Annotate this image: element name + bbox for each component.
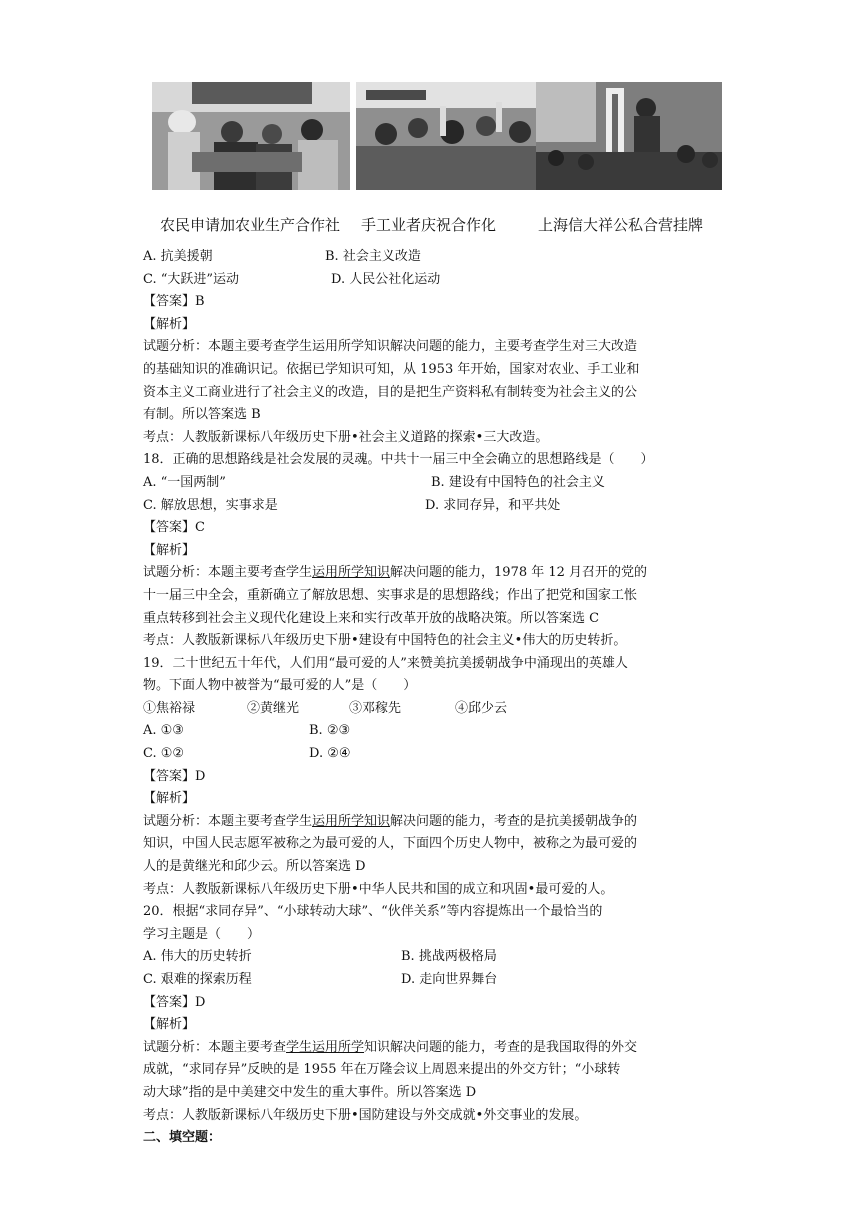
q19-stem-line-2: 物。下面人物中被誉为“最可爱的人”是（ ） <box>143 678 417 694</box>
q20-option-b: B. 挑战两极格局 <box>401 949 497 965</box>
q20-analysis-underlined: 学生运用所学 <box>286 1039 365 1055</box>
q17-options-row-1 <box>143 246 733 269</box>
q18-option-a: A. “一国两制” <box>143 474 226 490</box>
q17-analysis-line-3: 资本主义工商业进行了社会主义的改造，目的是把生产资料私有制转变为社会主义的公 <box>143 384 638 400</box>
q18-analysis-post: 解决问题的能力，1978 年 12 月召开的党的 <box>390 565 648 581</box>
q18-analysis-line-3: 重点转移到社会主义现代化建设上来和实行改革开放的战略决策。所以答案选 C <box>143 610 600 626</box>
photo-captions <box>160 214 720 238</box>
q19-analysis-line-3: 人的是黄继光和邱少云。所以答案选 D <box>143 859 366 875</box>
caption-3: 上海信大祥公私合营挂牌 <box>538 216 704 234</box>
q18-options-row-2 <box>143 495 733 518</box>
q17-option-b: B. 社会主义改造 <box>325 249 421 264</box>
q20-option-a: A. 伟大的历史转折 <box>143 949 252 965</box>
q17-analysis-label: 【解析】 <box>143 316 196 332</box>
q19-person-3: ③邓稼先 <box>349 700 402 716</box>
q17-option-d: D. 人民公社化运动 <box>331 271 441 287</box>
q19-stem-line-1: 19．二十世纪五十年代，人们用“最可爱的人”来赞美抗美援朝战争中涌现出的英雄人 <box>143 655 628 671</box>
caption-2: 手工业者庆祝合作化 <box>361 216 497 234</box>
q18-analysis-line-1 <box>143 562 733 585</box>
q18-analysis-pre: 试题分析：本题主要考查学生 <box>143 565 313 581</box>
q20-analysis-pre: 试题分析：本题主要考查 <box>143 1039 287 1055</box>
q17-answer: 【答案】B <box>143 294 205 310</box>
question-content <box>143 246 733 1150</box>
q18-analysis-line-2: 十一届三中全会，重新确立了解放思想、实事求是的思想路线；作出了把党和国家工怅 <box>143 587 638 603</box>
q19-kaodian: 考点：人教版新课标八年级历史下册•中华人民共和国的成立和巩固•最可爱的人。 <box>143 881 614 897</box>
q17-analysis-line-2: 的基础知识的准确识记。依据已学知识可知，从 1953 年开始，国家对农业、手工业和 <box>143 361 640 377</box>
q20-analysis-label: 【解析】 <box>143 1017 196 1033</box>
q20-stem-line-1: 20．根据“求同存异”、“小球转动大球”、“伙伴关系”等内容提炼出一个最恰当的 <box>143 904 603 920</box>
q20-answer: 【答案】D <box>143 994 206 1010</box>
photo-strip <box>152 82 722 190</box>
q18-kaodian: 考点：人教版新课标八年级历史下册•建设有中国特色的社会主义•伟大的历史转折。 <box>143 633 627 649</box>
q20-stem-line-2: 学习主题是（ ） <box>143 926 261 942</box>
section-heading-fill-in: 二、填空题： <box>143 1130 222 1146</box>
q20-analysis-line-2: 成就，“求同存异”反映的是 1955 年在万隆会议上周恩来提出的外交方针；“小球转 <box>143 1062 621 1078</box>
q19-options-row-1 <box>143 720 733 743</box>
q19-analysis-label: 【解析】 <box>143 791 196 807</box>
q20-analysis-post: 知识解决问题的能力，考查的是我国取得的外交 <box>364 1039 638 1055</box>
q18-stem: 18．正确的思想路线是社会发展的灵魂。中共十一届三中全会确立的思想路线是（ ） <box>143 452 654 468</box>
q19-person-4: ④邱少云 <box>455 700 508 716</box>
q20-analysis-line-1 <box>143 1037 733 1060</box>
q18-option-d: D. 求同存异，和平共处 <box>425 497 561 513</box>
q19-analysis-underlined: 运用所学知识 <box>312 813 391 829</box>
q19-option-a: A. ①③ <box>143 723 184 739</box>
q18-answer: 【答案】C <box>143 520 205 536</box>
q20-options-row-1 <box>143 946 733 969</box>
q19-analysis-post: 解决问题的能力，考查的是抗美援朝战争的 <box>390 813 638 829</box>
q20-option-c: C. 艰难的探索历程 <box>143 972 252 987</box>
photo-shanghai-joint-venture <box>536 82 722 190</box>
q20-options-row-2 <box>143 969 733 992</box>
q17-options-row-2 <box>143 269 733 292</box>
q19-person-2: ②黄继光 <box>247 700 300 716</box>
photo-handicraft-workers <box>356 82 548 190</box>
q17-analysis-line-1: 试题分析：本题主要考查学生运用所学知识解决问题的能力，主要考查学生对三大改造 <box>143 339 638 355</box>
q18-option-c: C. 解放思想，实事求是 <box>143 497 278 513</box>
q18-analysis-underlined: 运用所学知识 <box>312 565 391 581</box>
q19-person-1: ①焦裕禄 <box>143 700 196 716</box>
q20-analysis-line-3: 动大球”指的是中美建交中发生的重大事件。所以答案选 D <box>143 1084 477 1100</box>
q19-answer: 【答案】D <box>143 768 206 784</box>
q20-option-d: D. 走向世界舞台 <box>401 972 498 987</box>
q19-analysis-pre: 试题分析：本题主要考查学生 <box>143 813 313 829</box>
q19-option-d: D. ②④ <box>309 746 351 762</box>
q17-analysis-line-4: 有制。所以答案选 B <box>143 407 261 423</box>
q19-analysis-line-2: 知识，中国人民志愿军被称之为最可爱的人，下面四个历史人物中，被称之为最可爱的 <box>143 836 638 852</box>
q17-option-c: C. “大跃进”运动 <box>143 271 240 287</box>
q19-option-b: B. ②③ <box>309 723 351 739</box>
q18-options-row-1 <box>143 472 733 495</box>
q19-options-row-2 <box>143 743 733 766</box>
caption-1: 农民申请加农业生产合作社 <box>160 216 341 234</box>
q18-analysis-label: 【解析】 <box>143 542 196 558</box>
q17-kaodian: 考点：人教版新课标八年级历史下册•社会主义道路的探索•三大改造。 <box>143 429 549 445</box>
q19-option-c: C. ①② <box>143 746 185 762</box>
q18-option-b: B. 建设有中国特色的社会主义 <box>431 474 605 490</box>
photo-farmers-cooperative <box>152 82 350 190</box>
q19-people-row <box>143 698 733 721</box>
q19-analysis-line-1 <box>143 811 733 834</box>
q17-option-a: A. 抗美援朝 <box>143 249 213 264</box>
q20-kaodian: 考点：人教版新课标八年级历史下册•国防建设与外交成就•外交事业的发展。 <box>143 1107 588 1123</box>
